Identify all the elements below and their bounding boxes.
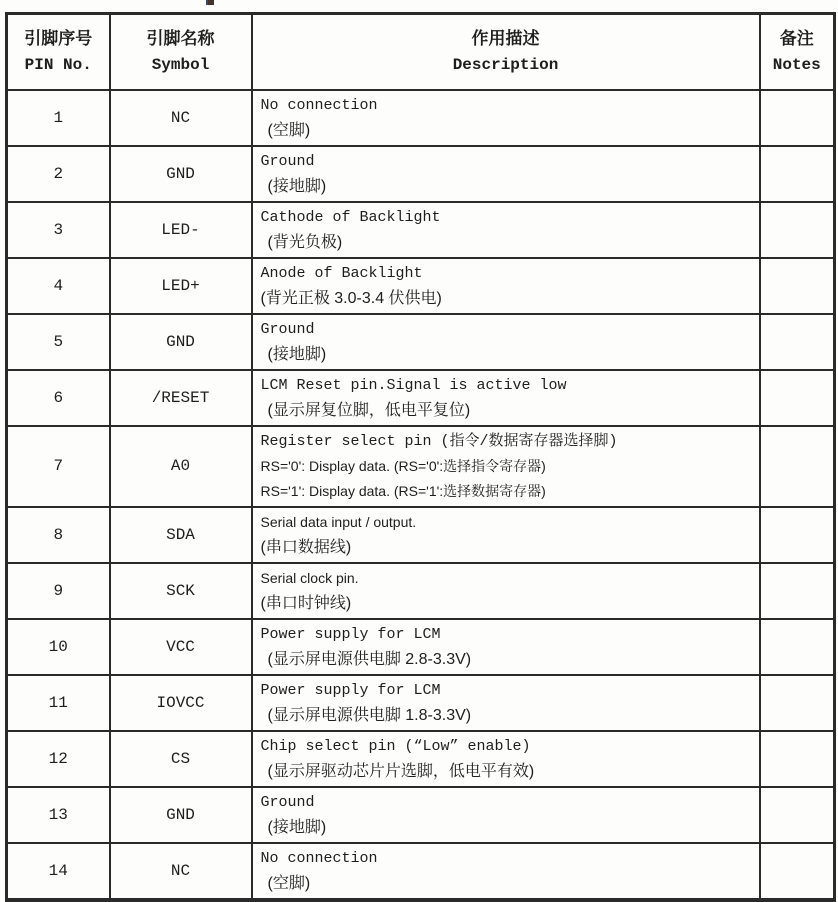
description-cell <box>252 314 760 370</box>
table-row <box>7 146 835 202</box>
description-cell <box>252 426 760 507</box>
notes-cell <box>760 731 835 787</box>
notes-cell <box>760 258 835 314</box>
symbol-cell: NC <box>110 843 252 900</box>
table-row <box>7 787 835 843</box>
description-line: Power supply for LCM <box>260 625 441 643</box>
notes-cell <box>760 314 835 370</box>
header-pin-no <box>7 14 110 90</box>
description-cell <box>252 675 760 731</box>
pin-number-cell: 10 <box>7 619 110 675</box>
notes-cell <box>760 787 835 843</box>
pin-number-cell: 9 <box>7 563 110 619</box>
table-row <box>7 843 835 900</box>
pin-number-cell: 2 <box>7 146 110 202</box>
description-line: Power supply for LCM <box>260 681 441 699</box>
table-row <box>7 426 835 507</box>
description-line: RS='1': Display data. (RS='1':选择数据寄存器) <box>260 482 546 499</box>
description-line: Ground <box>260 793 315 811</box>
notes-cell <box>760 675 835 731</box>
table-row <box>7 563 835 619</box>
description-line: (背光负极) <box>267 233 343 251</box>
notes-cell <box>760 843 835 900</box>
description-line: Register select pin (指令/数据寄存器选择脚) <box>260 432 618 450</box>
description-cell <box>252 258 760 314</box>
description-line: Ground <box>260 152 315 170</box>
description-cell <box>252 563 760 619</box>
table-row <box>7 507 835 563</box>
table-row <box>7 731 835 787</box>
pin-number-cell: 8 <box>7 507 110 563</box>
notes-cell <box>760 619 835 675</box>
pin-number-cell: 4 <box>7 258 110 314</box>
pin-number-cell: 14 <box>7 843 110 900</box>
table-row <box>7 258 835 314</box>
description-line: (空脚) <box>267 874 311 892</box>
table-row <box>7 202 835 258</box>
description-cell <box>252 202 760 258</box>
page-artifact-mark <box>206 0 214 5</box>
notes-cell <box>760 146 835 202</box>
pin-number-cell: 7 <box>7 426 110 507</box>
symbol-cell: SDA <box>110 507 252 563</box>
pin-number-cell: 12 <box>7 731 110 787</box>
notes-cell <box>760 426 835 507</box>
description-line: RS='0': Display data. (RS='0':选择指令寄存器) <box>260 457 546 474</box>
description-line: (显示屏电源供电脚 2.8-3.3V) <box>267 650 472 668</box>
description-cell <box>252 507 760 563</box>
notes-cell <box>760 507 835 563</box>
symbol-cell: IOVCC <box>110 675 252 731</box>
description-line: (显示屏电源供电脚 1.8-3.3V) <box>267 706 472 724</box>
description-line: Cathode of Backlight <box>260 208 441 226</box>
description-cell <box>252 843 760 900</box>
header-description-en: Description <box>452 55 559 74</box>
header-symbol-en: Symbol <box>151 55 210 74</box>
symbol-cell: LED- <box>110 202 252 258</box>
notes-cell <box>760 90 835 146</box>
header-description <box>252 14 760 90</box>
symbol-cell: /RESET <box>110 370 252 426</box>
description-line: (显示屏复位脚，低电平复位) <box>267 401 471 419</box>
header-symbol-zh: 引脚名称 <box>146 28 215 48</box>
description-line: (背光正极 3.0-3.4 伏供电) <box>260 289 442 307</box>
pin-number-cell: 5 <box>7 314 110 370</box>
description-line: Chip select pin (“Low” enable) <box>260 737 531 755</box>
symbol-cell: GND <box>110 146 252 202</box>
description-line: No connection <box>260 96 378 114</box>
description-line: (空脚) <box>267 121 311 139</box>
header-symbol <box>110 14 252 90</box>
description-cell <box>252 731 760 787</box>
header-notes-en: Notes <box>772 55 821 74</box>
description-line: Serial clock pin. <box>260 569 359 586</box>
symbol-cell: VCC <box>110 619 252 675</box>
description-line: (串口数据线) <box>260 538 352 556</box>
symbol-cell: CS <box>110 731 252 787</box>
pin-description-table <box>5 12 836 902</box>
symbol-cell: GND <box>110 314 252 370</box>
description-cell <box>252 787 760 843</box>
notes-cell <box>760 563 835 619</box>
description-line: (接地脚) <box>267 345 327 363</box>
description-line: Anode of Backlight <box>260 264 423 282</box>
notes-cell <box>760 202 835 258</box>
header-pin-no-en: PIN No. <box>24 55 92 74</box>
table-row <box>7 619 835 675</box>
header-notes <box>760 14 835 90</box>
header-description-zh: 作用描述 <box>471 28 540 48</box>
table-row <box>7 314 835 370</box>
description-line: (接地脚) <box>267 177 327 195</box>
pin-number-cell: 3 <box>7 202 110 258</box>
symbol-cell: LED+ <box>110 258 252 314</box>
symbol-cell: GND <box>110 787 252 843</box>
table-row <box>7 90 835 146</box>
header-notes-zh: 备注 <box>779 28 814 48</box>
description-cell <box>252 146 760 202</box>
table-row <box>7 370 835 426</box>
table-body <box>7 90 835 900</box>
description-line: (串口时钟线) <box>260 594 352 612</box>
pin-number-cell: 13 <box>7 787 110 843</box>
table-row <box>7 675 835 731</box>
description-cell <box>252 370 760 426</box>
header-pin-no-zh: 引脚序号 <box>24 28 93 48</box>
symbol-cell: SCK <box>110 563 252 619</box>
description-line: No connection <box>260 849 378 867</box>
pin-number-cell: 6 <box>7 370 110 426</box>
description-cell <box>252 619 760 675</box>
pin-number-cell: 11 <box>7 675 110 731</box>
description-line: Ground <box>260 320 315 338</box>
description-line: Serial data input / output. <box>260 513 417 530</box>
description-line: (接地脚) <box>267 818 327 836</box>
pin-number-cell: 1 <box>7 90 110 146</box>
symbol-cell: NC <box>110 90 252 146</box>
symbol-cell: A0 <box>110 426 252 507</box>
description-cell <box>252 90 760 146</box>
description-line: (显示屏驱动芯片片选脚，低电平有效) <box>267 762 535 780</box>
notes-cell <box>760 370 835 426</box>
description-line: LCM Reset pin.Signal is active low <box>260 376 567 394</box>
table-header <box>7 14 835 90</box>
